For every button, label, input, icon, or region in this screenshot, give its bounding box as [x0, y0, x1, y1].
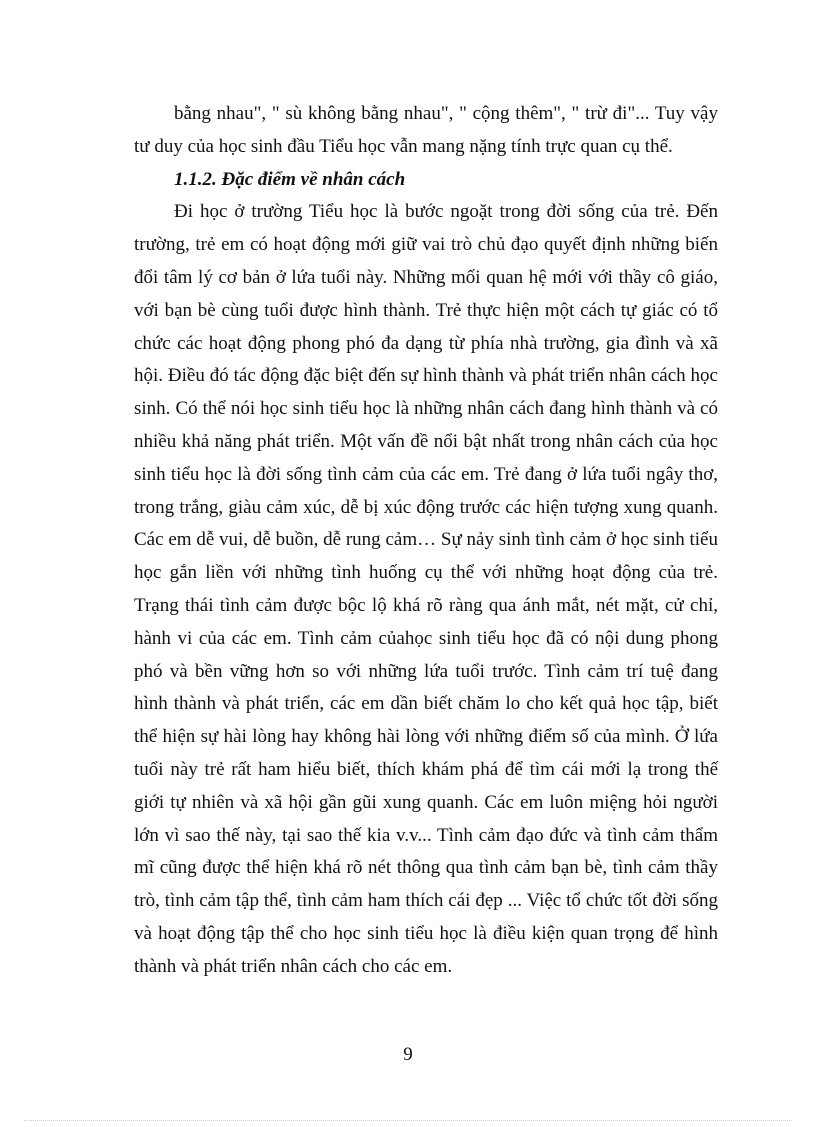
- section-heading: 1.1.2. Đặc điểm về nhân cách: [174, 168, 406, 190]
- page-number: 9: [403, 1044, 413, 1065]
- paragraph-continuation: bằng nhau", " sù không bằng nhau", " cộng thêm", " trừ đi"... Tuy vậy tư duy của học sinh đầu Tiểu học vẫn mang nặng tính trực quan cụ thể.: [134, 103, 718, 157]
- paragraph-personality: Đi học ở trường Tiểu học là bước ngoặt trong đời sống của trẻ. Đến trường, trẻ em có hoạt động mới giữ vai trò chủ đạo quyết định những biến đổi tâm lý cơ bản ở lứa tuổi này. Những mối quan hệ mới với thầy cô giáo, với bạn bè cùng tuổi được hình thành. Trẻ thực hiện một cách tự giác có tổ chức các hoạt động phong phó đa dạng từ phía nhà trường, gia đình và xã hội. Điều đó tác động đặc biệt đến sự hình thành và phát triển nhân cách học sinh. Có thể nói học sinh tiểu học là những nhân cách đang hình thành và có nhiều khả năng phát triển. Một vấn đề nổi bật nhất trong nhân cách của học sinh tiểu học là đời sống tình cảm của các em. Trẻ đang ở lứa tuổi ngây thơ, trong trắng, giàu cảm xúc, dễ bị xúc động trước các hiện tượng xung quanh. Các em dễ vui, dễ buồn, dễ rung cảm… Sự nảy sinh tình cảm ở học sinh tiểu học gắn liền với những tình huống cụ thể với những hoạt động của trẻ. Trạng thái tình cảm được bộc lộ khá rõ ràng qua ánh mắt, nét mặt, cử chỉ, hành vi của các em. Tình cảm củahọc sinh tiểu học đã có nội dung phong phó và bền vững hơn so với những lứa tuổi trước. Tình cảm trí tuệ đang hình thành và phát triển, các em dần biết chăm lo cho kết quả học tập, biết thể hiện sự hài lòng hay không hài lòng với những điểm số của mình. Ở lứa tuổi này trẻ rất ham hiểu biết, thích khám phá để tìm cái mới lạ trong thế giới tự nhiên và xã hội gần gũi xung quanh. Các em luôn miệng hỏi người lớn vì sao thế này, tại sao thế kia v.v... Tình cảm đạo đức và tình cảm thẩm mĩ cũng được thể hiện khá rõ nét thông qua tình cảm bạn bè, tình cảm thầy trò, tình cảm tập thể, tình cảm ham thích cái đẹp ... Việc tổ chức tốt đời sống và hoạt động tập thể cho học sinh tiểu học là điều kiện quan trọng để hình thành và phát triển nhân cách cho các em.: [134, 201, 718, 977]
- page-bottom-divider: [24, 1120, 792, 1121]
- body-text: [134, 98, 718, 984]
